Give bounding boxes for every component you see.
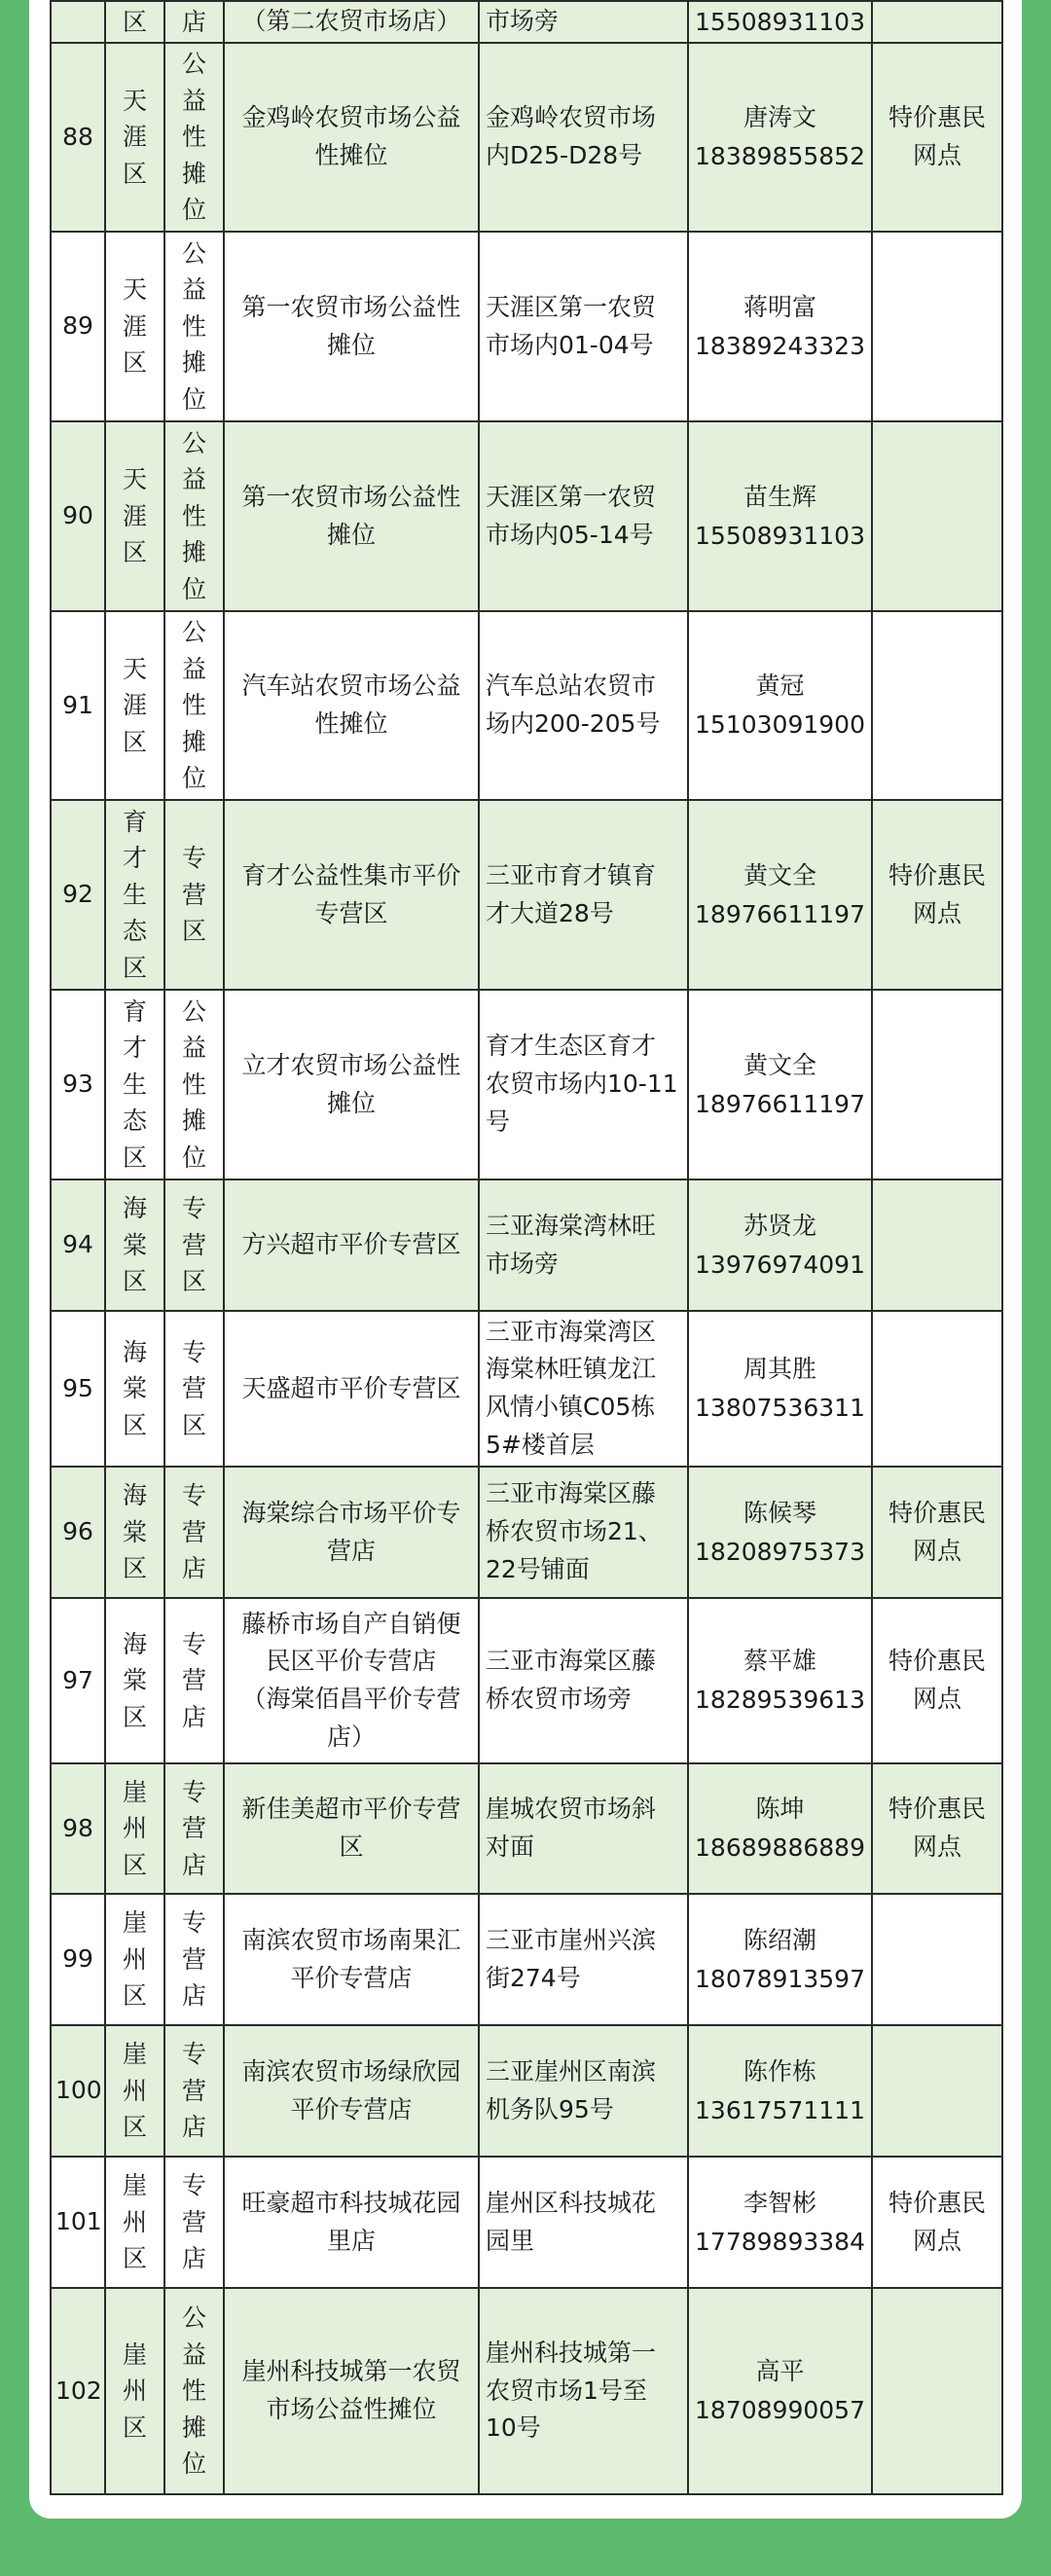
text-line: 苏贤龙 (743, 1211, 816, 1240)
text-line: （海棠佰昌平价专营 (241, 1685, 461, 1713)
cell-address (479, 2025, 688, 2157)
type-text: 专营店 (181, 1481, 206, 1583)
text-line: 网点 (912, 1685, 961, 1713)
table-row (51, 2025, 1002, 2157)
district-text: 崖州区 (122, 1908, 147, 2011)
text-line: 第一农贸市场公益性 (241, 482, 461, 511)
table-row (51, 1467, 1002, 1598)
text-line: 18708990057 (695, 2396, 865, 2424)
type-text: 专营区 (181, 844, 206, 946)
text-line: 农贸市场内10-11 (486, 1070, 678, 1099)
cell-type (164, 2288, 224, 2494)
cell-address (479, 1179, 688, 1311)
cell-address (479, 232, 688, 421)
text-line: 18389243323 (695, 331, 865, 360)
text-line: 崖州区科技城花 (486, 2188, 657, 2217)
cell-name (224, 1179, 479, 1311)
text-line: 里店 (326, 2226, 376, 2255)
text-line: 陈坤 (755, 1795, 805, 1823)
cell-district (105, 2025, 164, 2157)
table-row-partial (51, 1, 1002, 43)
cell-type (164, 1311, 224, 1467)
cell-name (224, 421, 479, 611)
text-line: 10号 (486, 2413, 541, 2443)
type-text: 专营区 (181, 1337, 206, 1439)
cell-type (164, 1894, 224, 2025)
cell-district (105, 1311, 164, 1467)
district-text: 海棠区 (122, 1194, 147, 1296)
cell-address: 市场旁 (479, 1, 688, 43)
cell-contact (688, 1179, 872, 1311)
district-text: 天涯区 (122, 275, 147, 378)
cell-address (479, 1311, 688, 1467)
text-line: 民区平价专营店 (266, 1647, 437, 1676)
cell-no: 92 (51, 800, 105, 990)
text-line: 天涯区第一农贸 (486, 482, 657, 511)
cell-name (224, 232, 479, 421)
text-line: 崖城农贸市场斜 (486, 1795, 657, 1824)
cell-no: 89 (51, 232, 105, 421)
type-text: 专营店 (181, 1908, 206, 2011)
text-line: 天涯区第一农贸 (486, 292, 657, 321)
text-line: 园里 (486, 2226, 535, 2255)
cell-contact (688, 421, 872, 611)
cell-name (224, 2157, 479, 2288)
text-line: 三亚市海棠湾区 (486, 1317, 657, 1346)
cell-address (479, 421, 688, 611)
text-line: 22号铺面 (486, 1554, 590, 1583)
cell-type (164, 421, 224, 611)
text-line: 三亚市海棠区藤 (486, 1647, 657, 1676)
text-line: 13617571111 (695, 2095, 865, 2124)
cell-note (872, 611, 1002, 800)
cell-name (224, 1763, 479, 1894)
text-line: 李智彬 (743, 2188, 816, 2217)
text-line: 市场旁 (486, 1249, 560, 1278)
district-text: 海棠区 (122, 1481, 147, 1583)
table-row (51, 2157, 1002, 2288)
cell-contact (688, 2288, 872, 2494)
text-line: 平价专营店 (290, 2094, 413, 2123)
table-row (51, 1763, 1002, 1894)
cell-note (872, 1467, 1002, 1598)
cell-type (164, 43, 224, 232)
district-text: 育才生态区 (122, 807, 147, 982)
cell-contact (688, 1894, 872, 2025)
text-line: 新佳美超市平价专营 (241, 1795, 461, 1824)
text-line: 育才公益性集市平价 (241, 860, 461, 889)
text-line: 三亚海棠湾林旺 (486, 1211, 657, 1240)
table-row (51, 611, 1002, 800)
text-line: 内D25-D28号 (486, 141, 643, 169)
text-line: 陈作栋 (743, 2056, 816, 2086)
district-text: 崖州区 (122, 1777, 147, 1879)
cell-district (105, 1894, 164, 2025)
text-line: 18389855852 (695, 142, 865, 170)
cell-address (479, 611, 688, 800)
text-line: 海棠综合市场平价专 (241, 1498, 461, 1527)
text-line: 旺豪超市科技城花园 (241, 2188, 461, 2217)
cell-no: 95 (51, 1311, 105, 1467)
cell-no: 101 (51, 2157, 105, 2288)
district-text: 天涯区 (122, 654, 147, 756)
district-text: 崖州区 (122, 2171, 147, 2273)
cell-note (872, 43, 1002, 232)
text-line: 高平 (755, 2357, 805, 2385)
cell-note (872, 1311, 1002, 1467)
cell-name (224, 2288, 479, 2494)
cell-name (224, 2025, 479, 2157)
text-line: 天盛超市平价专营区 (241, 1373, 461, 1402)
cell-district (105, 2288, 164, 2494)
cell-contact (688, 43, 872, 232)
cell-name (224, 800, 479, 990)
text-line: 区 (339, 1832, 364, 1861)
text-line: 18289539613 (695, 1686, 865, 1714)
cell-district (105, 232, 164, 421)
cell-name (224, 1894, 479, 2025)
cell-address (479, 43, 688, 232)
text-line: 市场内05-14号 (486, 520, 654, 549)
type-text: 公益性摊位 (181, 50, 206, 225)
cell-note (872, 1763, 1002, 1894)
text-line: 13807536311 (695, 1394, 865, 1422)
type-text: 专营店 (181, 1629, 206, 1731)
cell-no: 91 (51, 611, 105, 800)
cell-name (224, 43, 479, 232)
cell-contact (688, 2157, 872, 2288)
text-line: 平价专营店 (290, 1963, 413, 1992)
type-text: 专营区 (181, 1194, 206, 1296)
cell-note (872, 990, 1002, 1179)
text-line: 摊位 (326, 1088, 376, 1117)
text-line: 周其胜 (743, 1355, 816, 1383)
text-line: 5#楼首层 (486, 1430, 595, 1459)
cell-no: 93 (51, 990, 105, 1179)
text-line: 场内200-205号 (486, 709, 661, 738)
text-line: 金鸡岭农贸市场公益 (241, 103, 461, 132)
text-line: 黄冠 (755, 671, 805, 700)
cell-type (164, 990, 224, 1179)
text-line: 号 (486, 1107, 511, 1136)
cell-district (105, 1467, 164, 1598)
text-line: 13976974091 (695, 1250, 865, 1279)
text-line: 18689886889 (695, 1833, 865, 1862)
text-line: 海棠林旺镇龙江 (486, 1355, 657, 1384)
text-line: 网点 (912, 898, 961, 927)
cell-note (872, 232, 1002, 421)
cell-type (164, 800, 224, 990)
text-line: 蔡平雄 (743, 1647, 816, 1675)
cell-no: 90 (51, 421, 105, 611)
cell-type (164, 232, 224, 421)
cell-address (479, 1894, 688, 2025)
cell-note (872, 1894, 1002, 2025)
text-line: 网点 (912, 1536, 961, 1565)
cell-note (872, 1179, 1002, 1311)
cell-district (105, 421, 164, 611)
type-text: 专营店 (181, 1777, 206, 1879)
text-line: 南滨农贸市场南果汇 (241, 1925, 461, 1954)
type-text: 公益性摊位 (181, 618, 206, 793)
text-line: 黄文全 (743, 860, 816, 889)
table-body (51, 1, 1002, 2494)
cell-type (164, 2025, 224, 2157)
cell-district: 区 (105, 1, 164, 43)
text-line: 黄文全 (743, 1050, 816, 1079)
cell-contact (688, 232, 872, 421)
cell-no: 97 (51, 1598, 105, 1763)
type-text: 专营店 (181, 2171, 206, 2273)
text-line: 崖州科技城第一 (486, 2338, 657, 2367)
text-line: 三亚崖州区南滨 (486, 2056, 657, 2086)
district-text: 天涯区 (122, 465, 147, 567)
table-row (51, 232, 1002, 421)
text-line: 桥农贸市场21、 (486, 1517, 663, 1546)
shop-list-table (50, 0, 1003, 2495)
cell-address (479, 1598, 688, 1763)
cell-district (105, 1763, 164, 1894)
table-row (51, 2288, 1002, 2494)
district-text: 天涯区 (122, 86, 147, 188)
type-text: 公益性摊位 (181, 2304, 206, 2479)
text-line: 15508931103 (695, 521, 865, 550)
cell-contact (688, 1763, 872, 1894)
cell-district (105, 43, 164, 232)
cell-address (479, 2157, 688, 2288)
cell-district (105, 611, 164, 800)
text-line: 第一农贸市场公益性 (241, 292, 461, 321)
cell-no: 96 (51, 1467, 105, 1598)
cell-type (164, 2157, 224, 2288)
text-line: 育才生态区育才 (486, 1032, 657, 1061)
cell-contact (688, 2025, 872, 2157)
text-line: 特价惠民 (888, 103, 986, 132)
cell-type (164, 1598, 224, 1763)
cell-district (105, 1598, 164, 1763)
text-line: 网点 (912, 2226, 961, 2255)
cell-note (872, 800, 1002, 990)
text-line: 特价惠民 (888, 2188, 986, 2217)
text-line: 南滨农贸市场绿欣园 (241, 2056, 461, 2086)
text-line: 汽车站农贸市场公益 (241, 671, 461, 701)
text-line: 金鸡岭农贸市场 (486, 103, 657, 132)
cell-no: 94 (51, 1179, 105, 1311)
text-line: 才大道28号 (486, 898, 614, 927)
cell-contact (688, 800, 872, 990)
type-text: 公益性摊位 (181, 238, 206, 414)
text-line: 方兴超市平价专营区 (241, 1230, 461, 1259)
cell-district (105, 800, 164, 990)
cell-type: 店 (164, 1, 224, 43)
type-text: 专营店 (181, 2040, 206, 2142)
text-line: 崖州科技城第一农贸 (241, 2357, 461, 2386)
cell-name: （第二农贸市场店） (224, 1, 479, 43)
text-line: 立才农贸市场公益性 (241, 1050, 461, 1079)
text-line: 街274号 (486, 1963, 581, 1992)
district-text: 海棠区 (122, 1337, 147, 1439)
cell-contact (688, 1467, 872, 1598)
cell-name (224, 1467, 479, 1598)
text-line: 风情小镇C05栋 (486, 1393, 656, 1421)
table-row (51, 1311, 1002, 1467)
text-line: 特价惠民 (888, 1498, 986, 1527)
text-line: 营店 (326, 1536, 376, 1565)
cell-no: 88 (51, 43, 105, 232)
district-text: 海棠区 (122, 1629, 147, 1731)
cell-type (164, 1763, 224, 1894)
cell-address (479, 1763, 688, 1894)
text-line: 18078913597 (695, 1964, 865, 1993)
type-text: 公益性摊位 (181, 997, 206, 1172)
text-line: 18976611197 (695, 899, 865, 928)
cell-note (872, 421, 1002, 611)
text-line: 摊位 (326, 330, 376, 359)
text-line: 15103091900 (695, 710, 865, 739)
type-text: 公益性摊位 (181, 428, 206, 603)
text-line: 网点 (912, 141, 961, 169)
cell-contact (688, 1311, 872, 1467)
cell-no: 102 (51, 2288, 105, 2494)
text-line: 特价惠民 (888, 1647, 986, 1676)
cell-name (224, 1311, 479, 1467)
text-line: 特价惠民 (888, 860, 986, 889)
cell-type (164, 1467, 224, 1598)
district-text: 崖州区 (122, 2040, 147, 2142)
text-line: 三亚市崖州兴滨 (486, 1925, 657, 1954)
cell-district (105, 2157, 164, 2288)
table-row (51, 1179, 1002, 1311)
text-line: 网点 (912, 1832, 961, 1861)
district-text: 育才生态区 (122, 997, 147, 1172)
cell-address (479, 1467, 688, 1598)
cell-district (105, 1179, 164, 1311)
cell-note (872, 2157, 1002, 2288)
text-line: 陈绍潮 (743, 1925, 816, 1954)
table-row (51, 43, 1002, 232)
cell-name (224, 990, 479, 1179)
text-line: 店） (326, 1722, 376, 1751)
text-line: 唐涛文 (743, 103, 816, 131)
text-line: 性摊位 (314, 709, 388, 738)
text-line: 机务队95号 (486, 2094, 614, 2123)
text-line: 三亚市海棠区藤 (486, 1479, 657, 1508)
text-line: 藤桥市场自产自销便 (241, 1609, 461, 1638)
cell-district (105, 990, 164, 1179)
table-row (51, 1894, 1002, 2025)
cell-contact: 15508931103 (688, 1, 872, 43)
table-row (51, 990, 1002, 1179)
cell-note (872, 1, 1002, 43)
text-line: 苗生辉 (743, 482, 816, 511)
text-line: 市场公益性摊位 (266, 2395, 437, 2423)
district-text: 崖州区 (122, 2340, 147, 2442)
cell-type (164, 611, 224, 800)
text-line: 17789893384 (695, 2227, 865, 2256)
text-line: 对面 (486, 1832, 535, 1861)
text-line: 桥农贸市场旁 (486, 1685, 633, 1713)
cell-address (479, 800, 688, 990)
text-line: 市场内01-04号 (486, 330, 654, 359)
cell-address (479, 2288, 688, 2494)
cell-contact (688, 990, 872, 1179)
cell-name (224, 611, 479, 800)
table-row (51, 800, 1002, 990)
text-line: 农贸市场1号至 (486, 2376, 647, 2405)
cell-no: 98 (51, 1763, 105, 1894)
cell-contact (688, 611, 872, 800)
cell-name (224, 1598, 479, 1763)
cell-note (872, 2288, 1002, 2494)
table-row (51, 1598, 1002, 1763)
text-line: 性摊位 (314, 141, 388, 169)
cell-type (164, 1179, 224, 1311)
text-line: 陈候琴 (743, 1498, 816, 1527)
text-line: 18208975373 (695, 1537, 865, 1566)
text-line: 三亚市育才镇育 (486, 860, 657, 889)
text-line: 蒋明富 (743, 292, 816, 321)
text-line: 汽车总站农贸市 (486, 671, 657, 701)
cell-contact (688, 1598, 872, 1763)
cell-no: 100 (51, 2025, 105, 2157)
cell-note (872, 2025, 1002, 2157)
cell-no (51, 1, 105, 43)
cell-no: 99 (51, 1894, 105, 2025)
table-row (51, 421, 1002, 611)
text-line: 特价惠民 (888, 1795, 986, 1824)
cell-note (872, 1598, 1002, 1763)
cell-address (479, 990, 688, 1179)
text-line: 18976611197 (695, 1089, 865, 1118)
text-line: 摊位 (326, 520, 376, 549)
text-line: 专营区 (314, 898, 388, 927)
